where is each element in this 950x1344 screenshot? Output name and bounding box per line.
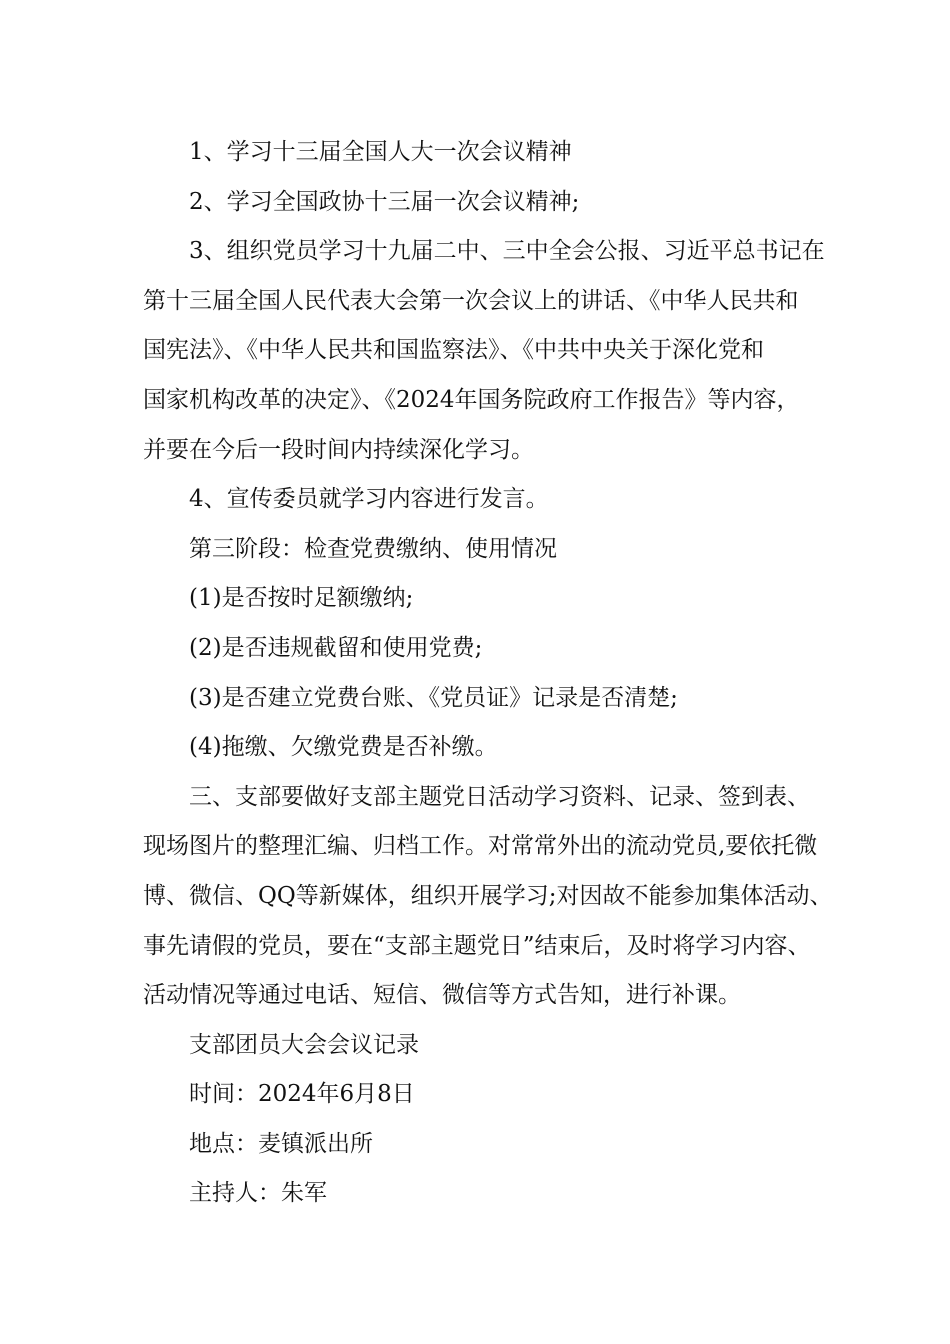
meeting-title: 支部团员大会会议记录 bbox=[189, 1031, 419, 1058]
meeting-place: 地点：麦镇派出所 bbox=[189, 1130, 373, 1157]
section-three bbox=[143, 773, 833, 1021]
list-item-1: 1、学习十三届全国人大一次会议精神 bbox=[189, 139, 572, 165]
paragraph-line: 第十三届全国人民代表大会第一次会议上的讲话、《中华人民共和 bbox=[143, 287, 799, 314]
paragraph-line: 现场图片的整理汇编、归档工作。对常常外出的流动党员,要依托微 bbox=[143, 833, 818, 860]
list-item-2: 2、学习全国政协十三届一次会议精神; bbox=[189, 188, 580, 215]
paragraph-line: 事先请假的党员，要在“支部主题党日”结束后，及时将学习内容、 bbox=[143, 932, 811, 959]
list-item-3 bbox=[143, 227, 825, 475]
check-item-4: (4)拖缴、欠缴党费是否补缴。 bbox=[189, 734, 498, 761]
meeting-host: 主持人：朱军 bbox=[189, 1180, 327, 1207]
check-item-1: (1)是否按时足额缴纳; bbox=[189, 585, 414, 612]
paragraph-line: 3、组织党员学习十九届二中、三中全会公报、习近平总书记在 bbox=[189, 238, 825, 265]
list-item-4: 4、宣传委员就学习内容进行发言。 bbox=[189, 486, 549, 513]
check-item-3: (3)是否建立党费台账、《党员证》记录是否清楚; bbox=[189, 684, 678, 711]
paragraph-line: 三、支部要做好支部主题党日活动学习资料、记录、签到表、 bbox=[189, 783, 810, 810]
paragraph-line: 国家机构改革的决定》、《2024年国务院政府工作报告》等内容， bbox=[143, 386, 800, 413]
check-item-2: (2)是否违规截留和使用党费; bbox=[189, 634, 483, 661]
document-body bbox=[143, 128, 833, 1219]
paragraph-line: 活动情况等通过电话、短信、微信等方式告知，进行补课。 bbox=[143, 982, 741, 1009]
stage-title: 第三阶段：检查党费缴纳、使用情况 bbox=[189, 535, 557, 562]
paragraph-line: 国宪法》、《中华人民共和国监察法》、《中共中央关于深化党和 bbox=[143, 337, 764, 364]
paragraph-line: 并要在今后一段时间内持续深化学习。 bbox=[143, 436, 534, 463]
paragraph-line: 博、微信、QQ等新媒体，组织开展学习;对因故不能参加集体活动、 bbox=[143, 882, 833, 909]
meeting-time: 时间：2024年6月8日 bbox=[189, 1081, 415, 1108]
